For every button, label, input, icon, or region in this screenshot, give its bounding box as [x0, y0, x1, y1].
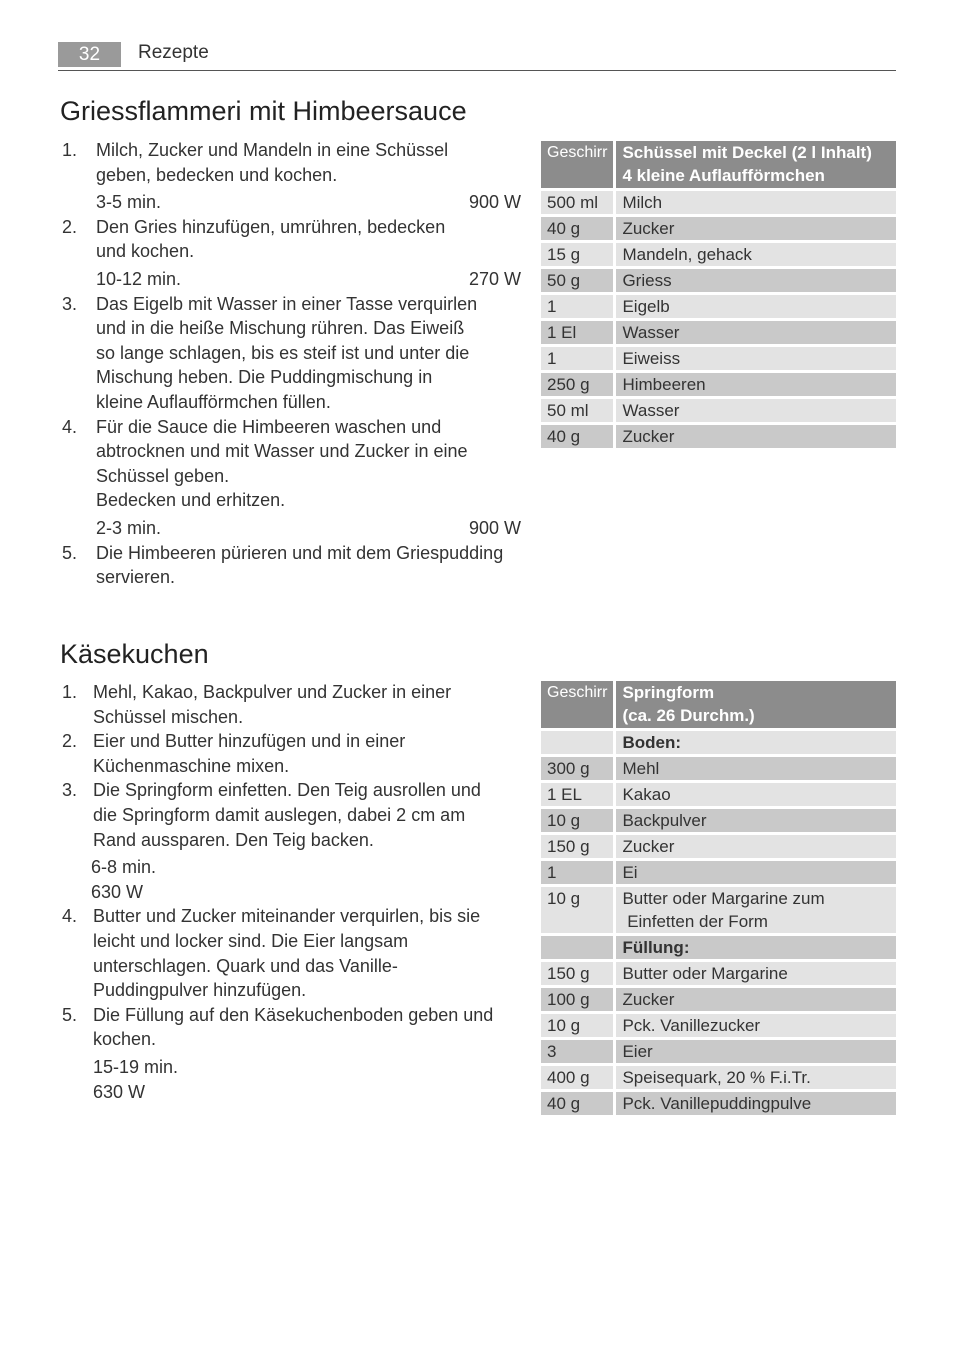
- step-item: [62, 1003, 512, 1104]
- table-row: [541, 1040, 896, 1063]
- table-row: [541, 321, 896, 344]
- header-cell-dish: Geschirr: [541, 141, 616, 188]
- quantity-cell: 250 g: [541, 373, 616, 396]
- quantity-cell: 150 g: [541, 835, 616, 858]
- step-time: [93, 1055, 512, 1104]
- time-value: 15-19 min.: [93, 1056, 179, 1077]
- table-row: [541, 962, 896, 985]
- quantity-cell: 500 ml: [541, 191, 616, 214]
- time-value: 3-5 min.: [96, 192, 162, 213]
- quantity-cell: 10 g: [541, 887, 616, 933]
- table-header-row: [541, 681, 896, 728]
- step-item: [62, 541, 522, 590]
- step-item: [62, 778, 512, 904]
- table-row: [541, 1066, 896, 1089]
- ingredient-cell: Zucker: [616, 988, 896, 1011]
- table-row: [541, 783, 896, 806]
- quantity-cell: 1: [541, 347, 616, 370]
- step-number: 1.: [62, 140, 78, 160]
- step-time: [96, 267, 522, 292]
- table-row: [541, 988, 896, 1011]
- step-number: 5.: [62, 542, 78, 563]
- time-value: 6-8 min.: [91, 857, 157, 878]
- step-text: Die Springform einfetten. Den Teig ausrollen und die Springform damit auslegen, dabei 2 cm am Rand aussparen. Den Teig backen.: [93, 780, 481, 850]
- ingredient-cell: Ei: [616, 861, 896, 884]
- ingredient-cell: Wasser: [616, 321, 896, 344]
- section-title: Rezepte: [138, 42, 209, 63]
- table-row: [541, 835, 896, 858]
- step-item: [62, 292, 522, 415]
- table-row: [541, 269, 896, 292]
- table-row: [541, 757, 896, 780]
- ingredient-cell: Mehl: [616, 757, 896, 780]
- quantity-cell: 40 g: [541, 425, 616, 448]
- ingredient-cell: Griess: [616, 269, 896, 292]
- ingredient-cell: [616, 887, 896, 933]
- step-number: 3.: [62, 780, 78, 801]
- header-cell-container: [616, 681, 896, 728]
- power-value: 630 W: [93, 1081, 146, 1102]
- ingredients-table-griessflammeri: [541, 138, 896, 451]
- container-line-1: Springform: [622, 683, 715, 702]
- ingredient-cell: Wasser: [616, 399, 896, 422]
- step-number: 3.: [62, 293, 78, 314]
- step-text: Mehl, Kakao, Backpulver und Zucker in einer Schüssel mischen.: [93, 682, 452, 727]
- ingredient-cell: Eier: [616, 1040, 896, 1063]
- quantity-cell: 10 g: [541, 1014, 616, 1037]
- step-item: [62, 729, 512, 778]
- quantity-cell: 3: [541, 1040, 616, 1063]
- recipe2-steps: [62, 680, 512, 1104]
- page-header: [58, 40, 896, 71]
- step-text: Bedecken und erhitzen.: [96, 490, 286, 511]
- step-time: [91, 855, 512, 904]
- step-text: Butter und Zucker miteinander verquirlen, bis sie leicht und locker sind. Die Eier langsam unterschlagen. Quark und das Vanille-Puddingpulver hinzufügen.: [93, 906, 481, 1001]
- container-line-2: (ca. 26 Durchm.): [622, 706, 755, 725]
- step-item: [62, 215, 522, 292]
- power-value: 900 W: [469, 517, 522, 538]
- step-text: Das Eigelb mit Wasser in einer Tasse verquirlen und in die heiße Mischung rühren. Das Eiweiß so lange schlagen, bis es steif ist und unter die Mischung heben. Die Puddingmischung in kleine Auflaufförmchen füllen.: [96, 293, 478, 412]
- quantity-cell: 1: [541, 861, 616, 884]
- container-line-1: Schüssel mit Deckel (2 l Inhalt): [622, 143, 872, 162]
- quantity-cell: 150 g: [541, 962, 616, 985]
- quantity-cell: 50 ml: [541, 399, 616, 422]
- quantity-cell: 1 EL: [541, 783, 616, 806]
- step-number: 1.: [62, 682, 78, 702]
- step-text: Den Gries hinzufügen, umrühren, bedecken und kochen.: [96, 216, 446, 262]
- table-row: [541, 295, 896, 318]
- table-row: [541, 373, 896, 396]
- ingredient-cell: Himbeeren: [616, 373, 896, 396]
- quantity-cell: 15 g: [541, 243, 616, 266]
- table-subheading-row: [541, 731, 896, 754]
- step-item: [62, 415, 522, 541]
- quantity-cell: 40 g: [541, 1092, 616, 1115]
- table-row: [541, 887, 896, 933]
- step-item: [62, 904, 512, 1002]
- ingredient-cell: Butter oder Margarine: [616, 962, 896, 985]
- table-row: [541, 217, 896, 240]
- header-cell-dish: Geschirr: [541, 681, 616, 728]
- power-value: 630 W: [91, 881, 144, 902]
- table-row: [541, 243, 896, 266]
- table-row: [541, 425, 896, 448]
- subheading-base: Boden:: [616, 731, 896, 754]
- quantity-cell: 10 g: [541, 809, 616, 832]
- ingredient-cell: Zucker: [616, 425, 896, 448]
- step-text: Die Himbeeren pürieren und mit dem Griespudding servieren.: [96, 542, 504, 588]
- recipe-title-kaesekuchen: Käsekuchen: [60, 639, 209, 669]
- step-text: Eier und Butter hinzufügen und in einer Küchenmaschine mixen.: [93, 731, 406, 776]
- ingredient-cell: Eigelb: [616, 295, 896, 318]
- table-row: [541, 399, 896, 422]
- ingredient-cell: Zucker: [616, 217, 896, 240]
- quantity-cell: 300 g: [541, 757, 616, 780]
- quantity-cell: 400 g: [541, 1066, 616, 1089]
- table-row: [541, 1092, 896, 1115]
- step-number: 4.: [62, 416, 78, 437]
- ingredient-cell: Pck. Vanillezucker: [616, 1014, 896, 1037]
- step-text: Für die Sauce die Himbeeren waschen und abtrocknen und mit Wasser und Zucker in eine Schüssel geben.: [96, 416, 468, 486]
- step-number: 4.: [62, 906, 78, 927]
- ingredient-cell: Backpulver: [616, 809, 896, 832]
- page-number: 32: [58, 42, 121, 67]
- step-time: [96, 516, 522, 541]
- step-text: Die Füllung auf den Käsekuchenboden geben und kochen.: [93, 1004, 494, 1050]
- step-item: [62, 138, 522, 215]
- recipe-title-griessflammeri: Griessflammeri mit Himbeersauce: [60, 96, 467, 126]
- step-time: [96, 190, 522, 215]
- header-cell-container: [616, 141, 896, 188]
- quantity-cell: [541, 731, 616, 754]
- ingredient-cell: Pck. Vanillepuddingpulve: [616, 1092, 896, 1115]
- step-number: 2.: [62, 731, 78, 752]
- ingredient-cell: Kakao: [616, 783, 896, 806]
- quantity-cell: 40 g: [541, 217, 616, 240]
- quantity-cell: [541, 936, 616, 959]
- quantity-cell: 1 El: [541, 321, 616, 344]
- time-value: 2-3 min.: [96, 517, 162, 538]
- recipe1-steps: [62, 138, 522, 590]
- ingredient-cell: Milch: [616, 191, 896, 214]
- table-subheading-row: [541, 936, 896, 959]
- table-row: [541, 809, 896, 832]
- quantity-cell: 50 g: [541, 269, 616, 292]
- table-header-row: [541, 141, 896, 188]
- step-number: 5.: [62, 1004, 78, 1025]
- time-value: 10-12 min.: [96, 268, 182, 289]
- table-row: [541, 347, 896, 370]
- ingredients-table-kaesekuchen: [541, 678, 896, 1118]
- step-item: [62, 680, 512, 729]
- table-row: [541, 861, 896, 884]
- step-text: Milch, Zucker und Mandeln in eine Schüssel geben, bedecken und kochen.: [96, 140, 449, 185]
- ingredient-cell: Eiweiss: [616, 347, 896, 370]
- ingredient-cell: Mandeln, gehack: [616, 243, 896, 266]
- ingredient-cell: Speisequark, 20 % F.i.Tr.: [616, 1066, 896, 1089]
- subheading-filling: Füllung:: [616, 936, 896, 959]
- table-row: [541, 1014, 896, 1037]
- ingredient-cell: Zucker: [616, 835, 896, 858]
- power-value: 270 W: [469, 268, 522, 289]
- table-row: [541, 191, 896, 214]
- ingredient-line-2: Einfetten der Form: [627, 912, 768, 931]
- container-line-2: 4 kleine Auflaufförmchen: [622, 166, 825, 185]
- quantity-cell: 100 g: [541, 988, 616, 1011]
- step-number: 2.: [62, 216, 78, 237]
- quantity-cell: 1: [541, 295, 616, 318]
- ingredient-line-1: Butter oder Margarine zum: [622, 889, 825, 908]
- power-value: 900 W: [469, 192, 522, 213]
